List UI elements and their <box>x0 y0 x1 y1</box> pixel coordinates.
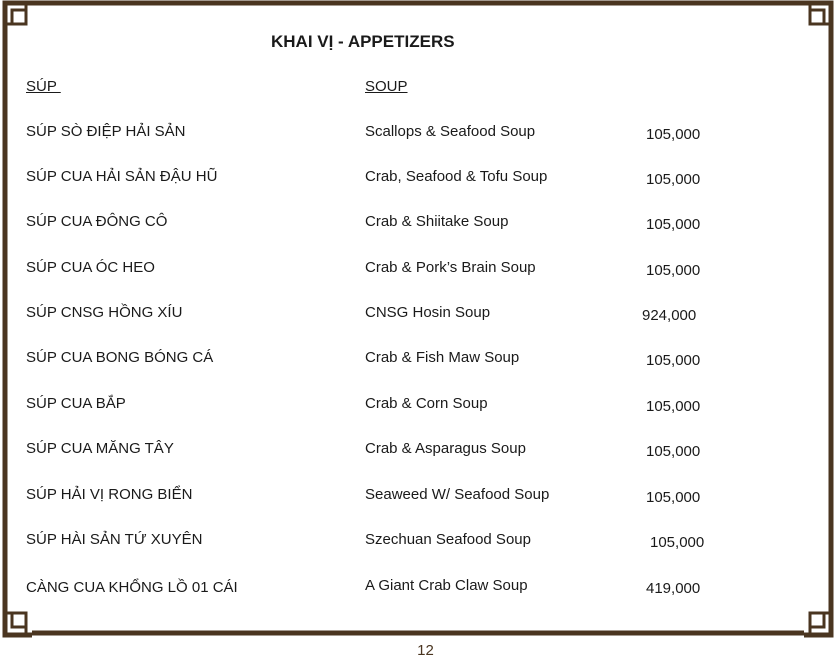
dish-name-english: Crab & Pork’s Brain Soup <box>365 259 536 276</box>
menu-row <box>0 531 836 553</box>
dish-name-vietnamese: SÚP SÒ ĐIỆP HẢI SẢN <box>26 123 186 140</box>
dish-price: 105,000 <box>646 398 701 415</box>
dish-name-english: Szechuan Seafood Soup <box>365 531 531 548</box>
page-number: 12 <box>417 642 434 659</box>
dish-price: 105,000 <box>646 171 701 188</box>
menu-row <box>0 486 836 508</box>
dish-name-english: A Giant Crab Claw Soup <box>365 577 528 594</box>
column-header-vietnamese: SÚP <box>26 78 61 95</box>
dish-name-vietnamese: CÀNG CUA KHỔNG LỒ 01 CÁI <box>26 579 238 596</box>
column-header-english: SOUP <box>365 78 408 95</box>
dish-name-vietnamese: SÚP CUA ĐÔNG CÔ <box>26 213 168 230</box>
dish-price: 105,000 <box>646 216 701 233</box>
dish-price: 105,000 <box>650 534 705 551</box>
menu-row <box>0 213 836 235</box>
dish-name-vietnamese: SÚP CUA BẮP <box>26 395 126 412</box>
menu-row <box>0 577 836 599</box>
dish-name-english: Scallops & Seafood Soup <box>365 123 536 140</box>
dish-name-english: Seaweed W/ Seafood Soup <box>365 486 550 503</box>
dish-price: 105,000 <box>646 126 701 143</box>
dish-name-vietnamese: SÚP CNSG HỒNG XÍU <box>26 304 183 321</box>
menu-row <box>0 440 836 462</box>
dish-name-english: Crab & Corn Soup <box>365 395 488 412</box>
dish-name-vietnamese: SÚP HÀI SẢN TỨ XUYÊN <box>26 531 203 548</box>
dish-name-english: Crab & Shiitake Soup <box>365 213 509 230</box>
dish-price: 105,000 <box>646 262 701 279</box>
dish-name-vietnamese: SÚP CUA HẢI SẢN ĐẬU HŨ <box>26 168 218 185</box>
dish-price: 105,000 <box>646 352 701 369</box>
dish-name-english: CNSG Hosin Soup <box>365 304 491 321</box>
dish-name-vietnamese: SÚP CUA BONG BÓNG CÁ <box>26 349 214 366</box>
dish-name-english: Crab & Asparagus Soup <box>365 440 526 457</box>
dish-price: 419,000 <box>646 580 701 597</box>
menu-row <box>0 259 836 281</box>
dish-price: 105,000 <box>646 489 701 506</box>
menu-row <box>0 395 836 417</box>
menu-row <box>0 123 836 145</box>
dish-name-vietnamese: SÚP CUA ÓC HEO <box>26 259 155 276</box>
dish-name-english: Crab & Fish Maw Soup <box>365 349 520 366</box>
dish-name-english: Crab, Seafood & Tofu Soup <box>365 168 548 185</box>
menu-row <box>0 304 836 326</box>
menu-row <box>0 168 836 190</box>
dish-name-vietnamese: SÚP HẢI VỊ RONG BIỂN <box>26 486 193 503</box>
page-title: KHAI VỊ - APPETIZERS <box>271 32 455 51</box>
dish-name-vietnamese: SÚP CUA MĂNG TÂY <box>26 440 174 457</box>
dish-price: 924,000 <box>642 307 697 324</box>
menu-row <box>0 349 836 371</box>
dish-price: 105,000 <box>646 443 701 460</box>
